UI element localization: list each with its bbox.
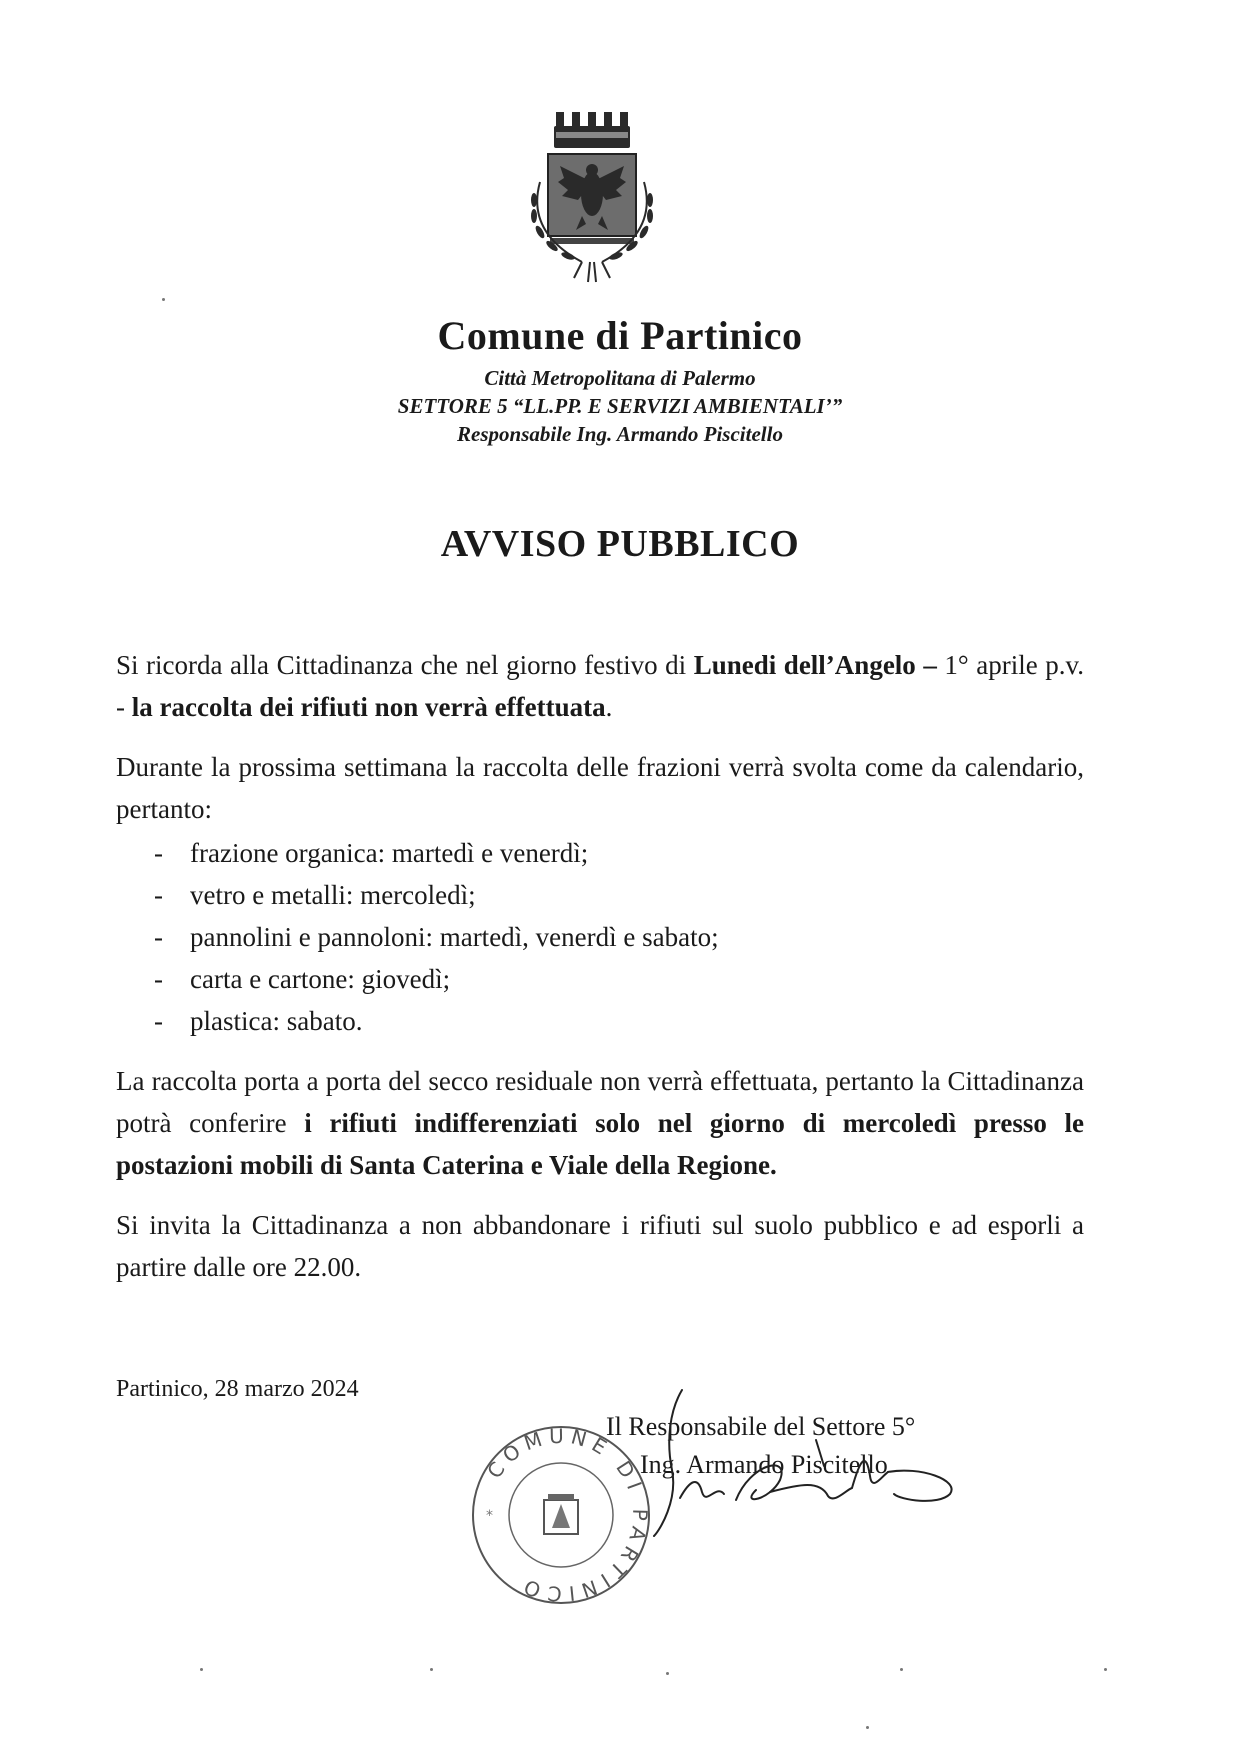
list-item — [154, 832, 1084, 874]
place-date: Partinico, 28 marzo 2024 — [116, 1376, 359, 1402]
mobile-stations-notice: i rifiuti indifferenziati solo nel giorno di mercoledì presso le postazioni mobili di Santa Caterina e Viale della Regione. — [116, 1108, 1084, 1180]
scan-speck — [666, 1672, 669, 1675]
scan-speck — [866, 1726, 869, 1729]
list-marker: - — [154, 922, 163, 952]
handwritten-signature-icon — [620, 1380, 980, 1540]
text-run: 1° aprile p.v. - — [116, 650, 1084, 722]
text-run: Si ricorda alla Cittadinanza che nel giorno festivo di — [116, 650, 694, 680]
list-marker: - — [154, 880, 163, 910]
list-item-text: carta e cartone: giovedì; — [190, 964, 451, 994]
no-collection-notice: la raccolta dei rifiuti non verrà effettuata — [131, 692, 606, 722]
scan-speck — [430, 1668, 433, 1671]
paragraph-no-abandon: Si invita la Cittadinanza a non abbandonare i rifiuti sul suolo pubblico e ad esporli a partire dalle ore 22.00. — [116, 1210, 1084, 1282]
list-marker: - — [154, 964, 163, 994]
scan-speck — [1104, 1668, 1107, 1671]
list-item — [154, 1000, 1084, 1042]
list-item-text: pannolini e pannoloni: martedì, venerdì e sabato; — [190, 922, 719, 952]
coat-of-arms-icon — [512, 112, 672, 302]
paragraph-holiday — [116, 644, 1084, 728]
org-subtitle-metro: Città Metropolitana di Palermo — [484, 366, 756, 390]
text-run: . — [605, 692, 613, 722]
paragraph-residual-waste — [116, 1060, 1084, 1186]
org-subtitle-sector: SETTORE 5 “LL.PP. E SERVIZI AMBIENTALI’” — [397, 394, 843, 418]
svg-text:*: * — [486, 1508, 493, 1524]
list-item-text: frazione organica: martedì e venerdì; — [190, 838, 589, 868]
holiday-name: Lunedi dell’Angelo – — [693, 650, 937, 680]
scan-speck — [900, 1668, 903, 1671]
list-item-text: plastica: sabato. — [190, 1006, 363, 1036]
collection-schedule-list — [116, 832, 1084, 1042]
paragraph-schedule-intro: Durante la prossima settimana la raccolta delle frazioni verrà svolta come da calendario, pertanto: — [116, 752, 1084, 824]
list-item — [154, 916, 1084, 958]
signatory-role: Il Responsabile del Settore 5° — [606, 1412, 916, 1441]
org-name: Comune di Partinico — [437, 313, 803, 358]
stamp-text: COMUNE DI PARTINICO — [482, 1423, 653, 1607]
text-run: La raccolta porta a porta del secco residuale non verrà effettuata, pertanto la Cittadinanza potrà conferire — [116, 1066, 1084, 1138]
document-title: AVVISO PUBBLICO — [440, 523, 800, 565]
org-subtitle-manager: Responsabile Ing. Armando Piscitello — [457, 422, 783, 446]
scan-speck — [162, 298, 165, 301]
list-marker: - — [154, 838, 163, 868]
list-marker: - — [154, 1006, 163, 1036]
notice-body — [116, 644, 1084, 1306]
signatory-name: Ing. Armando Piscitello — [640, 1450, 888, 1479]
list-item — [154, 874, 1084, 916]
list-item-text: vetro e metalli: mercoledì; — [190, 880, 476, 910]
list-item — [154, 958, 1084, 1000]
scan-speck — [200, 1668, 203, 1671]
